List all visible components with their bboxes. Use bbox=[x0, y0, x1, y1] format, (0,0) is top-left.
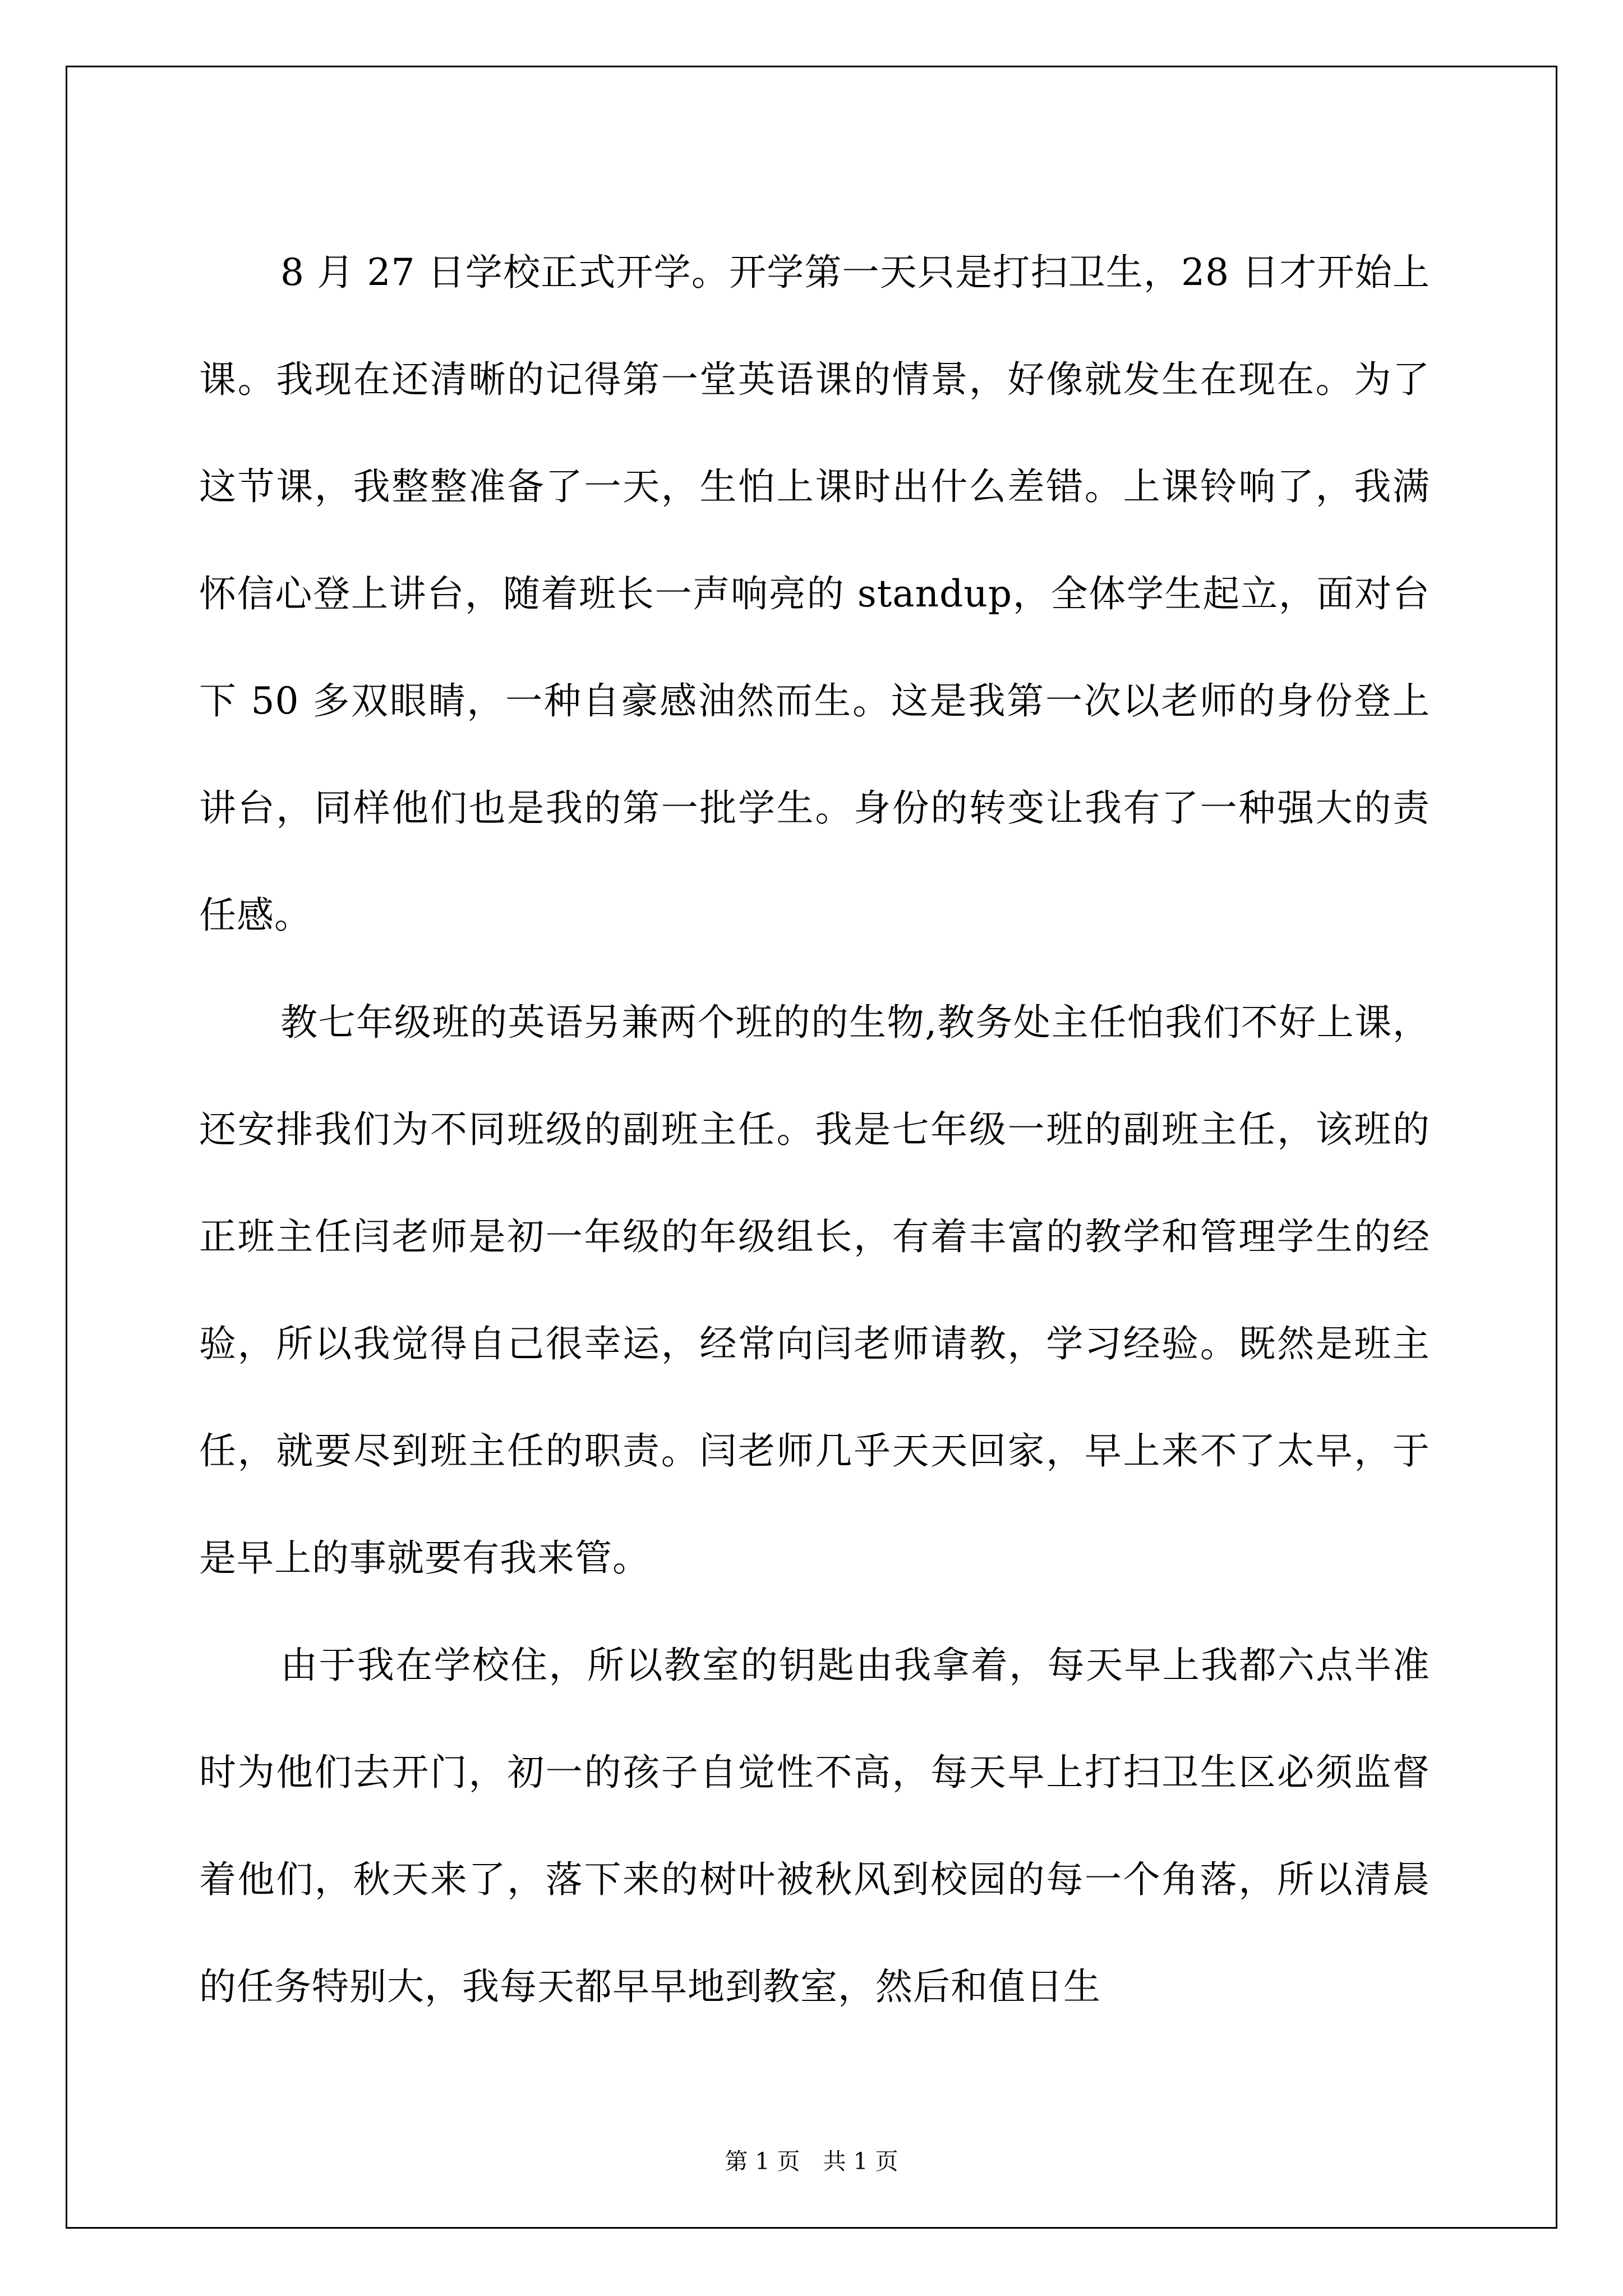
document-body bbox=[199, 219, 1430, 2040]
page-number-footer: 第 1 页 共 1 页 bbox=[725, 2148, 898, 2175]
paragraph: 8 月 27 日学校正式开学。开学第一天只是打扫卫生，28 日才开始上课。我现在还清晰的记得第一堂英语课的情景，好像就发生在现在。为了这节课，我整整准备了一天，生怕上课时出什么差错。上课铃响了，我满怀信心登上讲台，随着班长一声响亮的 standup，全体学生起立，面对台下 50 多双眼睛，一种自豪感油然而生。这是我第一次以老师的身份登上讲台，同样他们也是我的第一批学生。身份的转变让我有了一种强大的责任感。 bbox=[199, 251, 1430, 937]
paragraph: 教七年级班的英语另兼两个班的的生物,教务处主任怕我们不好上课，还安排我们为不同班级的副班主任。我是七年级一班的副班主任，该班的正班主任闫老师是初一年级的年级组长，有着丰富的教学和管理学生的经验，所以我觉得自己很幸运，经常向闫老师请教，学习经验。既然是班主任，就要尽到班主任的职责。闫老师几乎天天回家，早上来不了太早，于是早上的事就要有我来管。 bbox=[199, 1001, 1430, 1580]
paragraph: 由于我在学校住，所以教室的钥匙由我拿着，每天早上我都六点半准时为他们去开门，初一的孩子自觉性不高，每天早上打扫卫生区必须监督着他们，秋天来了，落下来的树叶被秋风到校园的每一个角落，所以清晨的任务特别大，我每天都早早地到教室，然后和值日生 bbox=[199, 1644, 1430, 2008]
